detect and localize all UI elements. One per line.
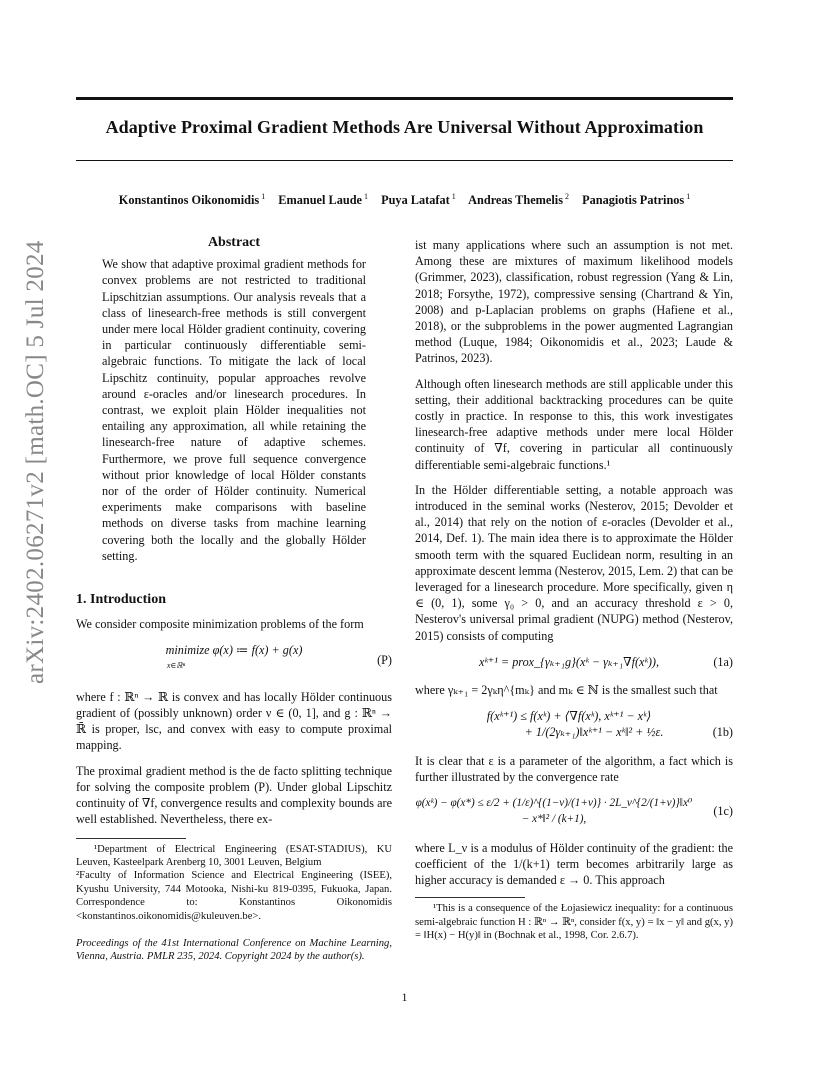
body-paragraph: where L_ν is a modulus of Hölder continuity of the gradient: the coefficient of the 1/(k+1) term becomes arbitrarily large as higher accuracy is demanded ε → 0. This approach xyxy=(415,840,733,887)
author-name: Emanuel Laude xyxy=(278,193,362,208)
author-name: Andreas Themelis xyxy=(468,193,563,208)
right-column xyxy=(415,237,733,942)
equation-1a xyxy=(415,654,733,670)
author-list xyxy=(76,192,733,208)
equation-text: minimize φ(x) ≔ f(x) + g(x) xyxy=(165,643,303,658)
footnote-rule xyxy=(76,838,186,839)
intro-paragraph: The proximal gradient method is the de facto splitting technique for solving the composite problem (P). Under global Lipschitz continuity of ∇f, convergence results and complexity bounds are well established. Nevertheless, there ex- xyxy=(76,763,392,827)
equation-body xyxy=(116,642,352,676)
affiliation-footnote: ²Faculty of Information Science and Electrical Engineering (ISEE), Kyushu University, 744 Motooka, Nishi-ku 819-0395, Fukuoka, Japan. Correspondence to: Konstantinos Oikonomidis <konstantinos.oikonomidis@kuleuven.be>. xyxy=(76,870,392,922)
equation-text: φ(xᵏ) − φ(x*) ≤ ε/2 + (1/ε)^{(1−ν)/(1+ν)} · 2L_ν^{2/(1+ν)}‖x⁰ − x*‖² / (k+1), xyxy=(415,797,693,826)
equation-tag: (P) xyxy=(377,652,392,667)
author-affiliation-mark: 1 xyxy=(261,192,266,201)
equation-tag: (1b) xyxy=(712,725,733,740)
footnote: ¹This is a consequence of the Łojasiewicz inequality: for a continuous semi-algebraic function H : ℝⁿ → ℝⁿ, consider f(x, y) = ‖x − y‖ and g(x, y) = ‖H(x) − H(y)‖ in (Bochnak et al., 1998, Cor. 2.6.7). xyxy=(415,903,733,941)
equation-tag: (1c) xyxy=(713,804,733,819)
intro-paragraph: We consider composite minimization problems of the form xyxy=(76,617,364,632)
paper-title: Adaptive Proximal Gradient Methods Are Universal Without Approximation xyxy=(105,117,704,137)
equation-P xyxy=(76,642,392,676)
equation-subscript: x∈ℝⁿ xyxy=(166,660,186,670)
top-rule xyxy=(76,97,733,100)
body-paragraph xyxy=(415,482,733,644)
abstract-heading: Abstract xyxy=(207,235,261,250)
arxiv-identifier: arXiv:2402.06271v2 [math.OC] 5 Jul 2024 xyxy=(22,240,49,684)
equation-tag: (1a) xyxy=(713,654,733,669)
author-affiliation-mark: 1 xyxy=(451,192,456,201)
body-paragraph xyxy=(415,376,733,473)
equation-1b xyxy=(415,708,733,740)
author-affiliation-mark: 2 xyxy=(565,192,569,201)
equation-line: + 1/(2γₖ₊₁)‖xᵏ⁺¹ − xᵏ‖² + ½ε. xyxy=(524,725,664,740)
body-paragraph xyxy=(415,237,733,367)
section-heading-introduction: 1. Introduction xyxy=(76,592,166,608)
arxiv-sidebar xyxy=(22,240,58,684)
page-number: 1 xyxy=(401,990,408,1004)
body-paragraph: It is clear that ε is a parameter of the algorithm, a fact which is further illustrated by the convergence rate xyxy=(415,753,733,784)
abstract-text: We show that adaptive proximal gradient methods for convex problems are not restricted to traditional Lipschitzian assumptions. Our analysis reveals that a class of linesearch-free methods is still convergent under mere local Hölder gradient continuity, covering in particular continuously differentiable semi-algebraic functions. To mitigate the lack of local Lipschitz continuity, popular approaches revolve around ε-oracles and/or linesearch procedures. In contrast, we exploit plain Hölder inequalities not entailing any approximation, all while retaining the linesearch-free nature of adaptive schemes. Furthermore, we prove full sequence convergence without prior knowledge of local Hölder constants nor of the order of Hölder continuity. Numerical experiments make comparisons with baseline methods on diverse tasks from machine learning covering both the locally and the globally Hölder setting. xyxy=(102,257,366,563)
intro-paragraph: where f : ℝⁿ → ℝ is convex and has locally Hölder continuous gradient of (possibly unknown) order ν ∈ (0, 1], and g : ℝⁿ → ℝ̄ is proper, lsc, and convex with easy to compute proximal mapping. xyxy=(76,689,392,753)
equation-body xyxy=(445,708,693,740)
author-name: Panagiotis Patrinos xyxy=(582,193,685,208)
paragraph-text: In the Hölder differentiable setting, a notable approach was introduced in the seminal works (Nesterov, 2015; Devolder et al., 2014) that rely on the notion of ε-oracles (Devolder et al., 2014, Def. 1). The main idea there is to approximate the Hölder smooth term with the squared Euclidean norm, resulting in an approximate descent lemma (Nesterov, 2015, Lem. 2) that can be leveraged for a linesearch procedure. More specifically, given η ∈ (0, 1), some γ₀ > 0, and an accuracy threshold ε > 0, Nesterov's universal primal gradient (NUPG) method (Nesterov, 2015) consists of computing xyxy=(415,482,733,643)
body-paragraph: where γₖ₊₁ = 2γₖη^{mₖ} and mₖ ∈ ℕ is the smallest such that xyxy=(415,683,718,698)
footnote-rule xyxy=(415,897,525,898)
equation-text: xᵏ⁺¹ = prox_{γₖ₊₁g}(xᵏ − γₖ₊₁∇f(xᵏ)), xyxy=(478,654,660,669)
left-column xyxy=(76,235,392,973)
author-affiliation-mark: 1 xyxy=(364,192,368,201)
equation-line: f(xᵏ⁺¹) ≤ f(xᵏ) + ⟨∇f(xᵏ), xᵏ⁺¹ − xᵏ⟩ xyxy=(486,709,652,724)
paragraph-text: ist many applications where such an assumption is not met. Among these are mixtures of maximum likelihood models (Grimmer, 2023), classification, robust regression (Yang & Lin, 2018; Forsythe, 1972), compressive sensing (Chartrand & Yin, 2008) and p-Laplacian problems on graphs (Hafiene et al., 2018), or the subproblems in the power augmented Lagrangian method (Luque, 1984; Oikonomidis et al., 2023; Laude & Patrinos, 2023). xyxy=(415,238,733,366)
author-name: Puya Latafat xyxy=(381,193,450,208)
affiliation-footnote: ¹Department of Electrical Engineering (ESAT-STADIUS), KU Leuven, Kasteelpark Arenberg 10, 3001 Leuven, Belgium xyxy=(76,843,392,868)
equation-1c xyxy=(415,795,733,827)
proceedings-note: Proceedings of the 41st International Conference on Machine Learning, Vienna, Austria. PMLR 235, 2024. Copyright 2024 by the author(s). xyxy=(76,937,392,963)
author-affiliation-mark: 1 xyxy=(686,192,691,201)
title-bottom-rule xyxy=(76,160,733,161)
paragraph-text: Although often linesearch methods are still applicable under this setting, their additional backtracking procedures can be quite costly in practice. In response to this, this work investigates linesearch-free adaptive methods under mere local Hölder continuity of ∇f, covering in particular all continuously differentiable semi-algebraic functions.¹ xyxy=(415,376,733,472)
author-name: Konstantinos Oikonomidis xyxy=(118,193,260,208)
